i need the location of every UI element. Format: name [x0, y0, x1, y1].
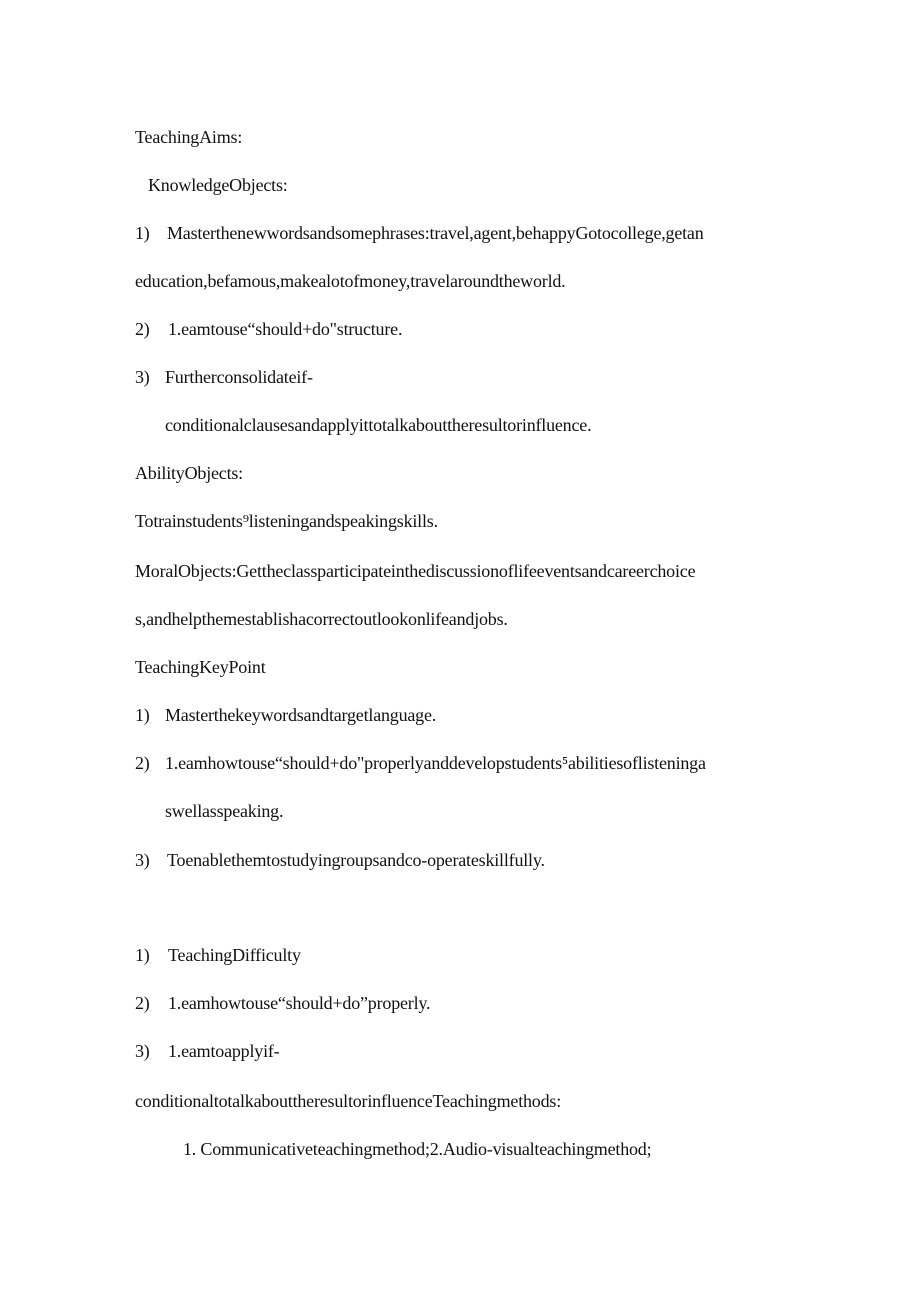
key-point-heading: TeachingKeyPoint	[135, 657, 266, 677]
ability-objects-text: Totrainstudents⁹listeningandspeakingskills.	[135, 511, 438, 531]
list-text: TeachingDifficulty	[168, 945, 301, 965]
key-point-item-2	[135, 752, 706, 774]
difficulty-item-3-continuation: conditionaltotalkabouttheresultorinfluenceTeachingmethods:	[135, 1091, 562, 1111]
ability-objects-heading: AbilityObjects:	[135, 463, 243, 483]
list-text: Masterthenewwordsandsomephrases:travel,agent,behappyGotocollege,getan	[167, 223, 704, 243]
key-point-item-2-continuation: swellasspeaking.	[165, 801, 284, 821]
difficulty-item-1	[135, 944, 301, 966]
list-number: 1)	[135, 223, 150, 243]
list-text: 1.eamtoapplyif-	[168, 1041, 280, 1061]
list-text: Toenablethemtostudyingroupsandco-operateskillfully.	[167, 850, 545, 870]
knowledge-objects-heading: KnowledgeObjects:	[148, 175, 288, 195]
knowledge-item-2	[135, 318, 402, 340]
list-text: Masterthekeywordsandtargetlanguage.	[165, 705, 437, 725]
list-number: 1)	[135, 945, 150, 965]
difficulty-item-3	[135, 1040, 279, 1062]
moral-objects-line-2: s,andhelpthemestablishacorrectoutlookonlifeandjobs.	[135, 609, 508, 629]
knowledge-item-1-continuation: education,befamous,makealotofmoney,travelaroundtheworld.	[135, 271, 566, 291]
knowledge-item-1	[135, 222, 704, 244]
difficulty-item-2	[135, 992, 430, 1014]
list-number: 3)	[135, 850, 150, 870]
list-number: 3)	[135, 367, 150, 387]
moral-objects-line-1: MoralObjects:Gettheclassparticipateinthediscussionoflifeeventsandcareerchoice	[135, 561, 696, 581]
list-number: 2)	[135, 319, 150, 339]
teaching-methods-line: 1. Communicativeteachingmethod;2.Audio-visualteachingmethod;	[183, 1139, 652, 1159]
knowledge-item-3	[135, 366, 313, 388]
list-text: 1.eamhowtouse“should+do”properly.	[168, 993, 431, 1013]
knowledge-item-3-continuation: conditionalclausesandapplyittotalkabouttheresultorinfluence.	[165, 415, 592, 435]
list-text: 1.eamhowtouse“should+do"properlyanddevelopstudents⁵abilitiesoflisteninga	[165, 753, 706, 773]
key-point-item-3	[135, 849, 545, 871]
list-text: 1.eamtouse“should+do"structure.	[168, 319, 403, 339]
list-number: 1)	[135, 705, 150, 725]
list-number: 3)	[135, 1041, 150, 1061]
teaching-aims-heading: TeachingAims:	[135, 127, 243, 147]
list-text: Furtherconsolidateif-	[165, 367, 313, 387]
list-number: 2)	[135, 993, 150, 1013]
list-number: 2)	[135, 753, 150, 773]
key-point-item-1	[135, 704, 436, 726]
